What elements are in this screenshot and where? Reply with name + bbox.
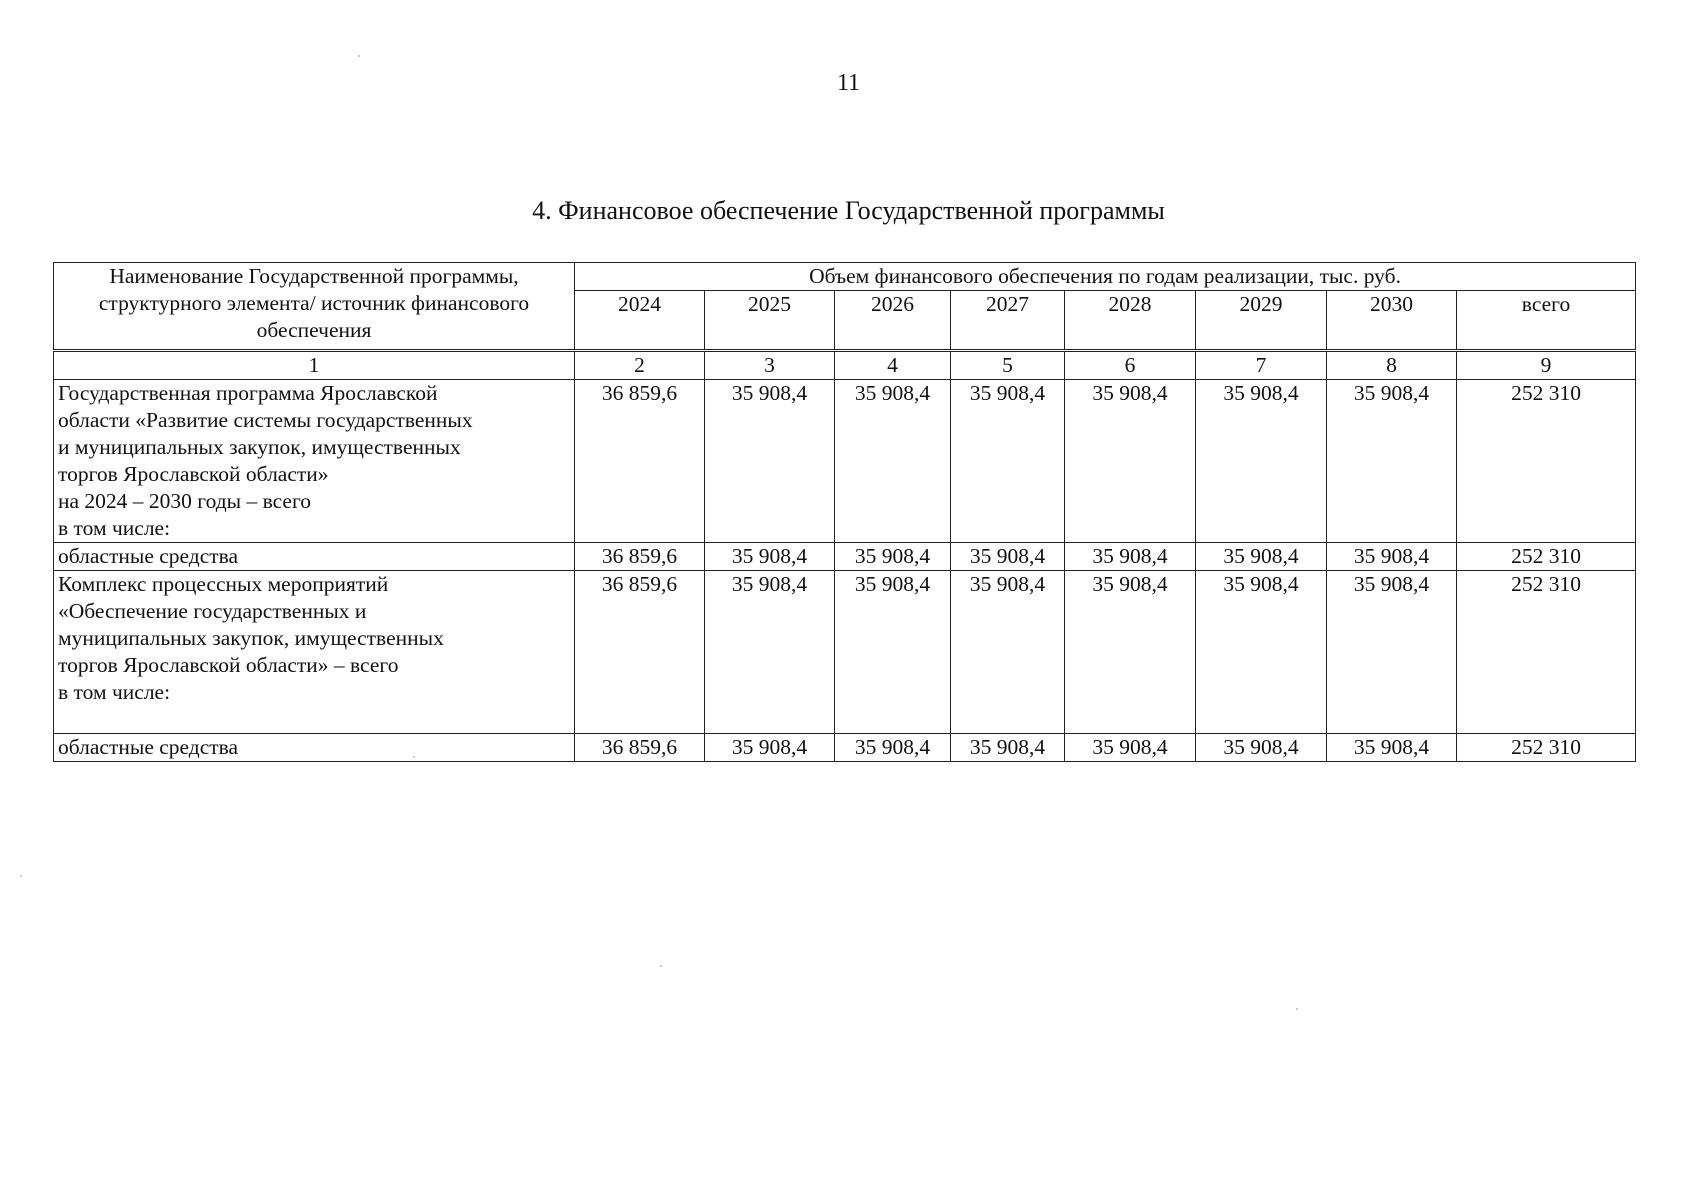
value-cell: 36 859,6 [575, 734, 705, 762]
column-number: 9 [1457, 351, 1636, 380]
value-cell: 35 908,4 [1196, 380, 1327, 543]
value-cell: 35 908,4 [705, 543, 835, 571]
value-cell: 35 908,4 [951, 380, 1065, 543]
value-cell: 35 908,4 [1327, 571, 1457, 734]
row-name-line: муниципальных закупок, имущественных [58, 626, 444, 650]
header-year-2029: 2029 [1196, 291, 1327, 351]
scan-speck [358, 55, 360, 57]
value-cell: 35 908,4 [705, 571, 835, 734]
scan-speck [1296, 1008, 1298, 1010]
column-number: 2 [575, 351, 705, 380]
value-cell: 35 908,4 [705, 380, 835, 543]
value-cell: 35 908,4 [705, 734, 835, 762]
row-name-line: Комплекс процессных мероприятий [58, 572, 389, 596]
header-year-total: всего [1457, 291, 1636, 351]
header-name-cell [54, 263, 575, 351]
value-cell: 35 908,4 [1065, 571, 1196, 734]
header-year-2027: 2027 [951, 291, 1065, 351]
row-name-line: «Обеспечение государственных и [58, 599, 367, 623]
row-name-cell: областные средства [54, 734, 575, 762]
value-cell: 35 908,4 [835, 380, 951, 543]
row-name-cell: областные средства [54, 543, 575, 571]
value-cell: 35 908,4 [1065, 380, 1196, 543]
header-year-2026: 2026 [835, 291, 951, 351]
column-number: 5 [951, 351, 1065, 380]
column-number-row [54, 351, 1636, 380]
value-cell: 35 908,4 [1327, 380, 1457, 543]
row-name-cell [54, 380, 575, 543]
value-cell: 35 908,4 [1196, 571, 1327, 734]
column-number: 4 [835, 351, 951, 380]
table-row-program-total [54, 380, 1636, 543]
row-name-line: торгов Ярославской области» [58, 462, 329, 486]
scan-speck [20, 875, 22, 877]
header-name-line: структурного элемента/ источник финансового [98, 291, 530, 315]
value-cell: 35 908,4 [1065, 734, 1196, 762]
row-name-line: в том числе: [58, 516, 171, 540]
column-number: 1 [54, 351, 575, 380]
header-year-2030: 2030 [1327, 291, 1457, 351]
value-cell: 35 908,4 [951, 571, 1065, 734]
header-name-line: обеспечения [256, 318, 372, 342]
row-name-cell [54, 571, 575, 734]
row-name-line: на 2024 – 2030 годы – всего [58, 489, 312, 513]
value-cell: 35 908,4 [1327, 543, 1457, 571]
column-number: 8 [1327, 351, 1457, 380]
row-name-line: Государственная программа Ярославской [58, 381, 438, 405]
value-cell: 35 908,4 [951, 543, 1065, 571]
row-name-line: в том числе: [58, 680, 171, 704]
value-cell: 35 908,4 [951, 734, 1065, 762]
column-number: 6 [1065, 351, 1196, 380]
total-cell: 252 310 [1457, 380, 1636, 543]
header-year-2028: 2028 [1065, 291, 1196, 351]
table-row-regional-funds [54, 543, 1636, 571]
value-cell: 35 908,4 [835, 734, 951, 762]
total-cell: 252 310 [1457, 571, 1636, 734]
value-cell: 35 908,4 [835, 571, 951, 734]
scan-speck [413, 756, 415, 758]
scan-speck [660, 965, 662, 967]
row-name-line: и муниципальных закупок, имущественных [58, 435, 461, 459]
total-cell: 252 310 [1457, 734, 1636, 762]
column-number: 3 [705, 351, 835, 380]
header-year-2024: 2024 [575, 291, 705, 351]
value-cell: 35 908,4 [1327, 734, 1457, 762]
column-number: 7 [1196, 351, 1327, 380]
row-name-line: торгов Ярославской области» – всего [58, 653, 399, 677]
header-group-cell: Объем финансового обеспечения по годам реализации, тыс. руб. [575, 263, 1636, 291]
section-title: 4. Финансовое обеспечение Государственной программы [532, 196, 1165, 225]
value-cell: 35 908,4 [1196, 543, 1327, 571]
table-row-process-complex [54, 571, 1636, 734]
header-name-line: Наименование Государственной программы, [109, 264, 519, 288]
value-cell: 35 908,4 [1065, 543, 1196, 571]
value-cell: 36 859,6 [575, 380, 705, 543]
value-cell: 35 908,4 [1196, 734, 1327, 762]
value-cell: 36 859,6 [575, 571, 705, 734]
header-row-group [54, 263, 1636, 291]
header-year-2025: 2025 [705, 291, 835, 351]
value-cell: 36 859,6 [575, 543, 705, 571]
page-number: 11 [836, 70, 861, 96]
table-row-regional-funds [54, 734, 1636, 762]
row-name-line: области «Развитие системы государственных [58, 408, 473, 432]
total-cell: 252 310 [1457, 543, 1636, 571]
financing-table [53, 262, 1636, 762]
value-cell: 35 908,4 [835, 543, 951, 571]
